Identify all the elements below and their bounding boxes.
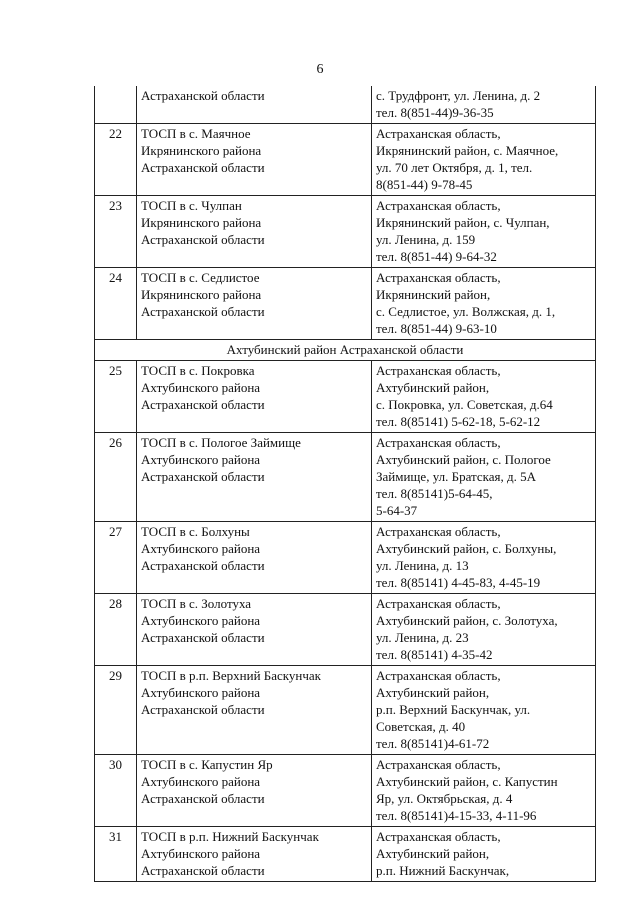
table-row <box>95 124 596 196</box>
office-name-line: Ахтубинского района <box>141 452 261 467</box>
address-line: Астраханская область, <box>376 524 501 539</box>
address-line: Астраханская область, <box>376 757 501 772</box>
address-line: Астраханская область, <box>376 270 501 285</box>
office-name-line: Ахтубинского района <box>141 685 261 700</box>
office-name-line: Астраханской области <box>141 304 265 319</box>
office-name-line: Астраханской области <box>141 88 265 103</box>
office-name-line: ТОСП в р.п. Верхний Баскунчак <box>141 668 322 683</box>
address-line: Икрянинский район, <box>376 287 491 302</box>
office-name-cell <box>137 666 372 755</box>
address-line: с. Трудфронт, ул. Ленина, д. 2 <box>376 88 541 103</box>
address-line: с. Покровка, ул. Советская, д.64 <box>376 397 553 412</box>
row-number-cell: 31 <box>95 827 137 882</box>
table-row <box>95 755 596 827</box>
address-line: 8(851-44) 9-78-45 <box>376 177 473 192</box>
office-name-line: ТОСП в с. Пологое Займище <box>141 435 301 450</box>
office-address-cell <box>372 124 596 196</box>
office-address-cell <box>372 86 596 124</box>
office-name-line: Ахтубинского района <box>141 541 261 556</box>
row-number-cell <box>95 86 137 124</box>
row-number-cell: 22 <box>95 124 137 196</box>
office-name-line: Ахтубинского района <box>141 613 261 628</box>
office-name-line: Икрянинского района <box>141 287 262 302</box>
office-name-line: ТОСП в с. Покровка <box>141 363 255 378</box>
address-line: Астраханская область, <box>376 363 501 378</box>
office-name-cell <box>137 361 372 433</box>
table-row-continuation <box>95 86 596 124</box>
address-line: Икрянинский район, с. Чулпан, <box>376 215 550 230</box>
office-name-line: Астраханской области <box>141 160 265 175</box>
row-number-cell: 28 <box>95 594 137 666</box>
address-line: тел. 8(85141) 4-45-83, 4-45-19 <box>376 575 541 590</box>
office-name-line: Икрянинского района <box>141 143 262 158</box>
office-address-cell <box>372 755 596 827</box>
address-line: р.п. Верхний Баскунчак, ул. <box>376 702 531 717</box>
office-name-cell <box>137 433 372 522</box>
address-line: тел. 8(85141) 4-35-42 <box>376 647 493 662</box>
address-line: тел. 8(85141)4-61-72 <box>376 736 490 751</box>
table-row <box>95 522 596 594</box>
office-name-line: Ахтубинского района <box>141 380 261 395</box>
address-line: тел. 8(85141) 5-62-18, 5-62-12 <box>376 414 541 429</box>
table-row <box>95 827 596 882</box>
address-line: 5-64-37 <box>376 503 418 518</box>
address-line: с. Седлистое, ул. Волжская, д. 1, <box>376 304 556 319</box>
address-line: Астраханская область, <box>376 126 501 141</box>
address-line: тел. 8(851-44)9-36-35 <box>376 105 494 120</box>
row-number-cell: 25 <box>95 361 137 433</box>
address-line: Астраханская область, <box>376 829 501 844</box>
address-line: ул. Ленина, д. 159 <box>376 232 476 247</box>
address-line: Яр, ул. Октябрьская, д. 4 <box>376 791 513 806</box>
office-name-cell <box>137 196 372 268</box>
section-title: Ахтубинский район Астраханской области <box>95 340 596 361</box>
address-line: ул. Ленина, д. 13 <box>376 558 469 573</box>
address-line: ул. 70 лет Октября, д. 1, тел. <box>376 160 533 175</box>
office-name-line: Астраханской области <box>141 558 265 573</box>
table-row <box>95 268 596 340</box>
offices-table <box>94 86 596 882</box>
office-name-cell <box>137 522 372 594</box>
address-line: Ахтубинский район, с. Болхуны, <box>376 541 557 556</box>
row-number-cell: 27 <box>95 522 137 594</box>
office-name-line: Астраханской области <box>141 791 265 806</box>
office-name-cell <box>137 755 372 827</box>
table-row <box>95 196 596 268</box>
address-line: Икрянинский район, с. Маячное, <box>376 143 559 158</box>
office-name-line: Астраханской области <box>141 397 265 412</box>
office-name-line: Астраханской области <box>141 630 265 645</box>
office-address-cell <box>372 433 596 522</box>
address-line: Советская, д. 40 <box>376 719 466 734</box>
row-number-cell: 29 <box>95 666 137 755</box>
office-address-cell <box>372 268 596 340</box>
table-row <box>95 666 596 755</box>
office-address-cell <box>372 594 596 666</box>
row-number-cell: 26 <box>95 433 137 522</box>
office-name-line: ТОСП в с. Золотуха <box>141 596 252 611</box>
office-address-cell <box>372 196 596 268</box>
office-name-line: ТОСП в с. Маячное <box>141 126 251 141</box>
address-line: тел. 8(85141)5-64-45, <box>376 486 493 501</box>
offices-table-body <box>95 86 596 882</box>
address-line: Ахтубинский район, с. Пологое <box>376 452 551 467</box>
office-name-line: ТОСП в с. Чулпан <box>141 198 242 213</box>
office-name-line: Астраханской области <box>141 863 265 878</box>
office-address-cell <box>372 666 596 755</box>
address-line: Астраханская область, <box>376 668 501 683</box>
office-name-line: ТОСП в с. Болхуны <box>141 524 250 539</box>
office-name-cell <box>137 594 372 666</box>
address-line: Ахтубинский район, с. Капустин <box>376 774 558 789</box>
office-name-line: Астраханской области <box>141 702 265 717</box>
office-name-cell <box>137 827 372 882</box>
address-line: тел. 8(851-44) 9-64-32 <box>376 249 497 264</box>
office-address-cell <box>372 522 596 594</box>
office-address-cell <box>372 827 596 882</box>
office-name-line: Ахтубинского района <box>141 846 261 861</box>
address-line: Ахтубинский район, <box>376 685 490 700</box>
address-line: р.п. Нижний Баскунчак, <box>376 863 510 878</box>
address-line: ул. Ленина, д. 23 <box>376 630 469 645</box>
office-name-cell <box>137 86 372 124</box>
office-name-line: Астраханской области <box>141 232 265 247</box>
office-name-cell <box>137 124 372 196</box>
table-row <box>95 594 596 666</box>
table-row <box>95 361 596 433</box>
address-line: тел. 8(85141)4-15-33, 4-11-96 <box>376 808 537 823</box>
address-line: Астраханская область, <box>376 435 501 450</box>
address-line: Астраханская область, <box>376 596 501 611</box>
office-name-cell <box>137 268 372 340</box>
office-name-line: ТОСП в с. Капустин Яр <box>141 757 273 772</box>
section-header-row <box>95 340 596 361</box>
address-line: тел. 8(851-44) 9-63-10 <box>376 321 497 336</box>
office-name-line: Икрянинского района <box>141 215 262 230</box>
office-name-line: ТОСП в с. Седлистое <box>141 270 260 285</box>
office-address-cell <box>372 361 596 433</box>
address-line: Ахтубинский район, <box>376 846 490 861</box>
office-name-line: ТОСП в р.п. Нижний Баскунчак <box>141 829 319 844</box>
table-row <box>95 433 596 522</box>
office-name-line: Астраханской области <box>141 469 265 484</box>
address-line: Займище, ул. Братская, д. 5А <box>376 469 536 484</box>
row-number-cell: 23 <box>95 196 137 268</box>
address-line: Астраханская область, <box>376 198 501 213</box>
address-line: Ахтубинский район, с. Золотуха, <box>376 613 558 628</box>
page-number: 6 <box>316 62 324 77</box>
address-line: Ахтубинский район, <box>376 380 490 395</box>
row-number-cell: 30 <box>95 755 137 827</box>
office-name-line: Ахтубинского района <box>141 774 261 789</box>
row-number-cell: 24 <box>95 268 137 340</box>
